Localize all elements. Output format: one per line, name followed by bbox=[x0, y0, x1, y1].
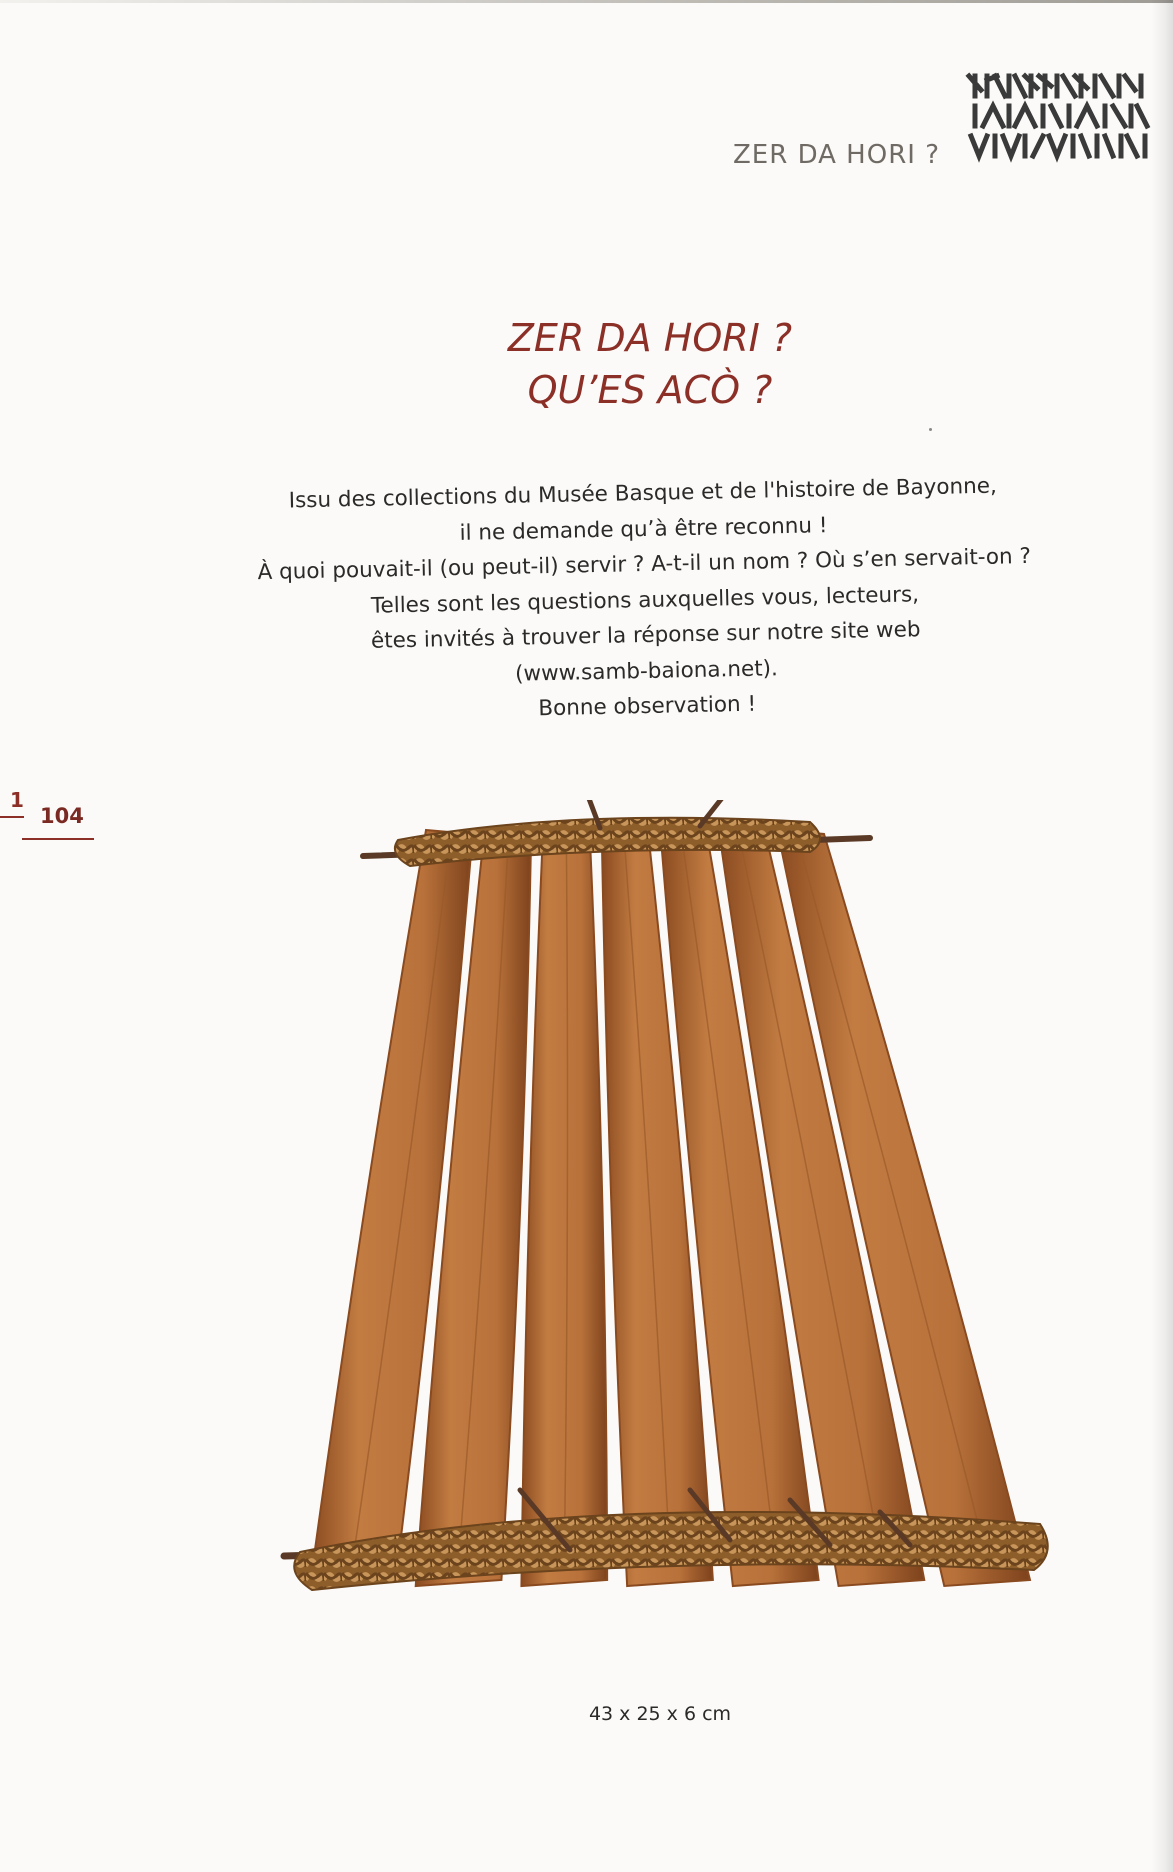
object-photo bbox=[270, 800, 1050, 1630]
article-title bbox=[380, 312, 920, 416]
volume-number: 1 bbox=[10, 788, 24, 812]
intro-line: êtes invités à trouver la réponse sur notre site web bbox=[370, 617, 921, 654]
intro-line: Telles sont les questions auxquelles vous, lecteurs, bbox=[370, 581, 920, 619]
page-number: 104 bbox=[40, 804, 84, 828]
top-page-rule bbox=[0, 0, 1173, 3]
speck bbox=[929, 428, 932, 431]
title-line-1: ZER DA HORI ? bbox=[507, 316, 793, 360]
running-head: ZER DA HORI ? bbox=[733, 140, 940, 170]
title-line-2: QU’ES ACÒ ? bbox=[527, 368, 773, 412]
intro-line: Issu des collections du Musée Basque et de l'histoire de Bayonne, bbox=[288, 473, 998, 514]
folio-rule bbox=[22, 838, 94, 840]
intro-line: (www.samb-baiona.net). bbox=[514, 655, 779, 687]
wood-slat bbox=[521, 830, 607, 1586]
intro-line: À quoi pouvait-il (ou peut-il) servir ? A-t-il un nom ? Où s’en servait-on ? bbox=[257, 543, 1032, 586]
folio bbox=[0, 788, 96, 842]
folio-rule-short bbox=[0, 816, 24, 818]
rune-logo bbox=[965, 70, 1170, 165]
intro-paragraph bbox=[187, 466, 1102, 734]
intro-line: Bonne observation ! bbox=[538, 691, 757, 722]
dimensions-caption: 43 x 25 x 6 cm bbox=[588, 1703, 732, 1725]
page-gutter-shadow bbox=[1151, 0, 1173, 1872]
intro-line: il ne demande qu’à être reconnu ! bbox=[459, 512, 828, 546]
